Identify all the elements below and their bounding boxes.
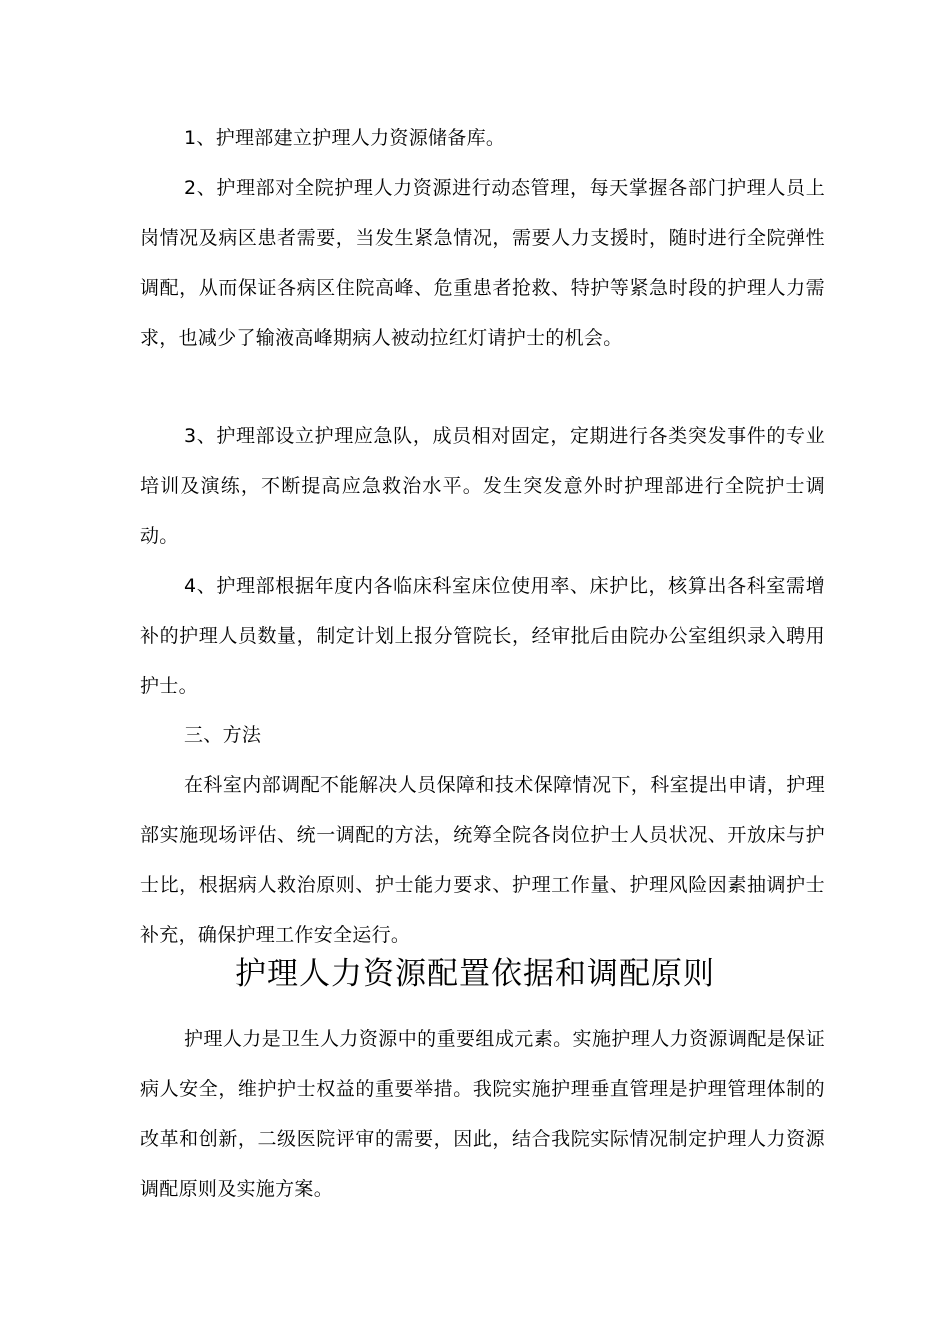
section-heading-methods: 三、方法 bbox=[184, 724, 262, 746]
section-title: 护理人力资源配置依据和调配原则 bbox=[235, 956, 715, 992]
paragraph-methods: 在科室内部调配不能解决人员保障和技术保障情况下，科室提出申请，护理部实施现场评估、统一调配的方法，统筹全院各岗位护士人员状况、开放床与护士比，根据病人救治原则、护士能力要求、护理工作量、护理风险因素抽调护士补充，确保护理工作安全运行。 bbox=[140, 774, 825, 946]
paragraph-intro: 护理人力是卫生人力资源中的重要组成元素。实施护理人力资源调配是保证病人安全，维护护士权益的重要举措。我院实施护理垂直管理是护理管理体制的改革和创新，二级医院评审的需要，因此，结合我院实际情况制定护理人力资源调配原则及实施方案。 bbox=[140, 1028, 825, 1200]
paragraph-item-2: 2、护理部对全院护理人力资源进行动态管理，每天掌握各部门护理人员上岗情况及病区患者需要，当发生紧急情况，需要人力支援时，随时进行全院弹性调配，从而保证各病区住院高峰、危重患者抢救、特护等紧急时段的护理人力需求，也减少了输液高峰期病人被动拉红灯请护士的机会。 bbox=[140, 177, 825, 349]
paragraph-item-4: 4、护理部根据年度内各临床科室床位使用率、床护比，核算出各科室需增补的护理人员数量，制定计划上报分管院长，经审批后由院办公室组织录入聘用护士。 bbox=[140, 575, 825, 697]
paragraph-item-1: 1、护理部建立护理人力资源储备库。 bbox=[184, 127, 506, 149]
paragraph-item-3: 3、护理部设立护理应急队，成员相对固定，定期进行各类突发事件的专业培训及演练，不断提高应急救治水平。发生突发意外时护理部进行全院护士调动。 bbox=[140, 425, 825, 547]
